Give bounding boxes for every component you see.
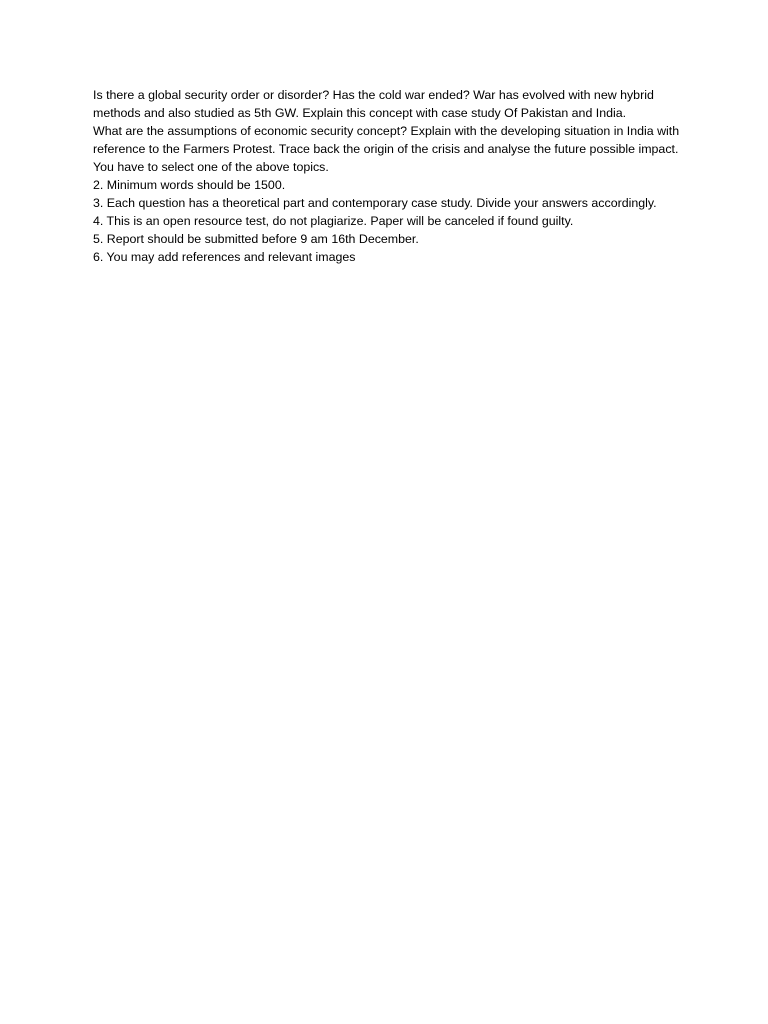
instruction-item-3: 3. Each question has a theoretical part and contemporary case study. Divide your answers accordingly. xyxy=(93,196,657,210)
instruction-item-2: 2. Minimum words should be 1500. xyxy=(93,178,286,192)
document-body xyxy=(93,86,683,266)
selection-note: You have to select one of the above topics. xyxy=(93,160,329,174)
topic-paragraph-2: What are the assumptions of economic security concept? Explain with the developing situation in India with reference to the Farmers Protest. Trace back the origin of the crisis and analyse the future possible impact. xyxy=(93,124,680,156)
instruction-item-5: 5. Report should be submitted before 9 am 16th December. xyxy=(93,232,419,246)
instruction-item-6: 6. You may add references and relevant images xyxy=(93,250,356,264)
instruction-item-4: 4. This is an open resource test, do not plagiarize. Paper will be canceled if found guilty. xyxy=(93,214,574,228)
topic-paragraph-1: Is there a global security order or disorder? Has the cold war ended? War has evolved with new hybrid methods and also studied as 5th GW. Explain this concept with case study Of Pakistan and India. xyxy=(93,88,654,120)
